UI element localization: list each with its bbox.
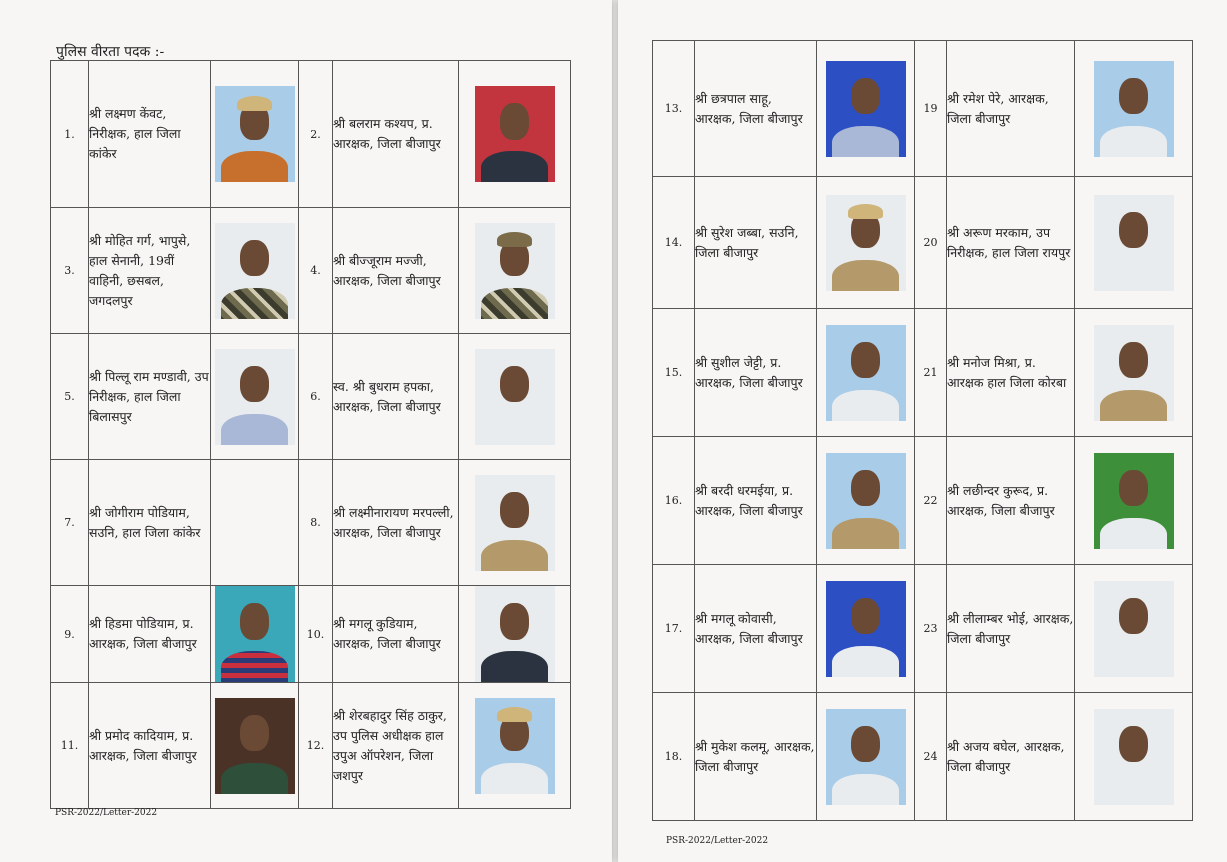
awardee-name: श्री पिल्लू राम मण्डावी, उप निरीक्षक, हाल जिला बिलासपुर xyxy=(89,334,211,460)
photo-uniform xyxy=(481,763,548,794)
awardee-name: श्री मुकेश कलमू, आरक्षक, जिला बीजापुर xyxy=(695,693,817,821)
photo-uniform xyxy=(221,288,288,319)
photo-face xyxy=(1119,212,1148,248)
serial-number: 4. xyxy=(299,208,333,334)
serial-number: 7. xyxy=(51,460,89,586)
serial-number: 13. xyxy=(653,41,695,177)
photo-face xyxy=(1119,470,1148,506)
awardee-photo xyxy=(1094,453,1174,549)
table-row xyxy=(51,586,571,683)
photo-uniform xyxy=(481,414,548,445)
photo-face xyxy=(851,78,880,114)
photo-face xyxy=(240,715,269,751)
photo-uniform xyxy=(832,646,899,677)
photo-face xyxy=(240,366,269,402)
photo-cell xyxy=(211,334,299,460)
table-row xyxy=(653,309,1193,437)
photo-uniform xyxy=(221,414,288,445)
awardee-photo xyxy=(826,581,906,677)
table-row xyxy=(51,460,571,586)
awardee-name: स्व. श्री बुधराम हपका, आरक्षक, जिला बीजापुर xyxy=(333,334,459,460)
awardee-name: श्री बलराम कश्यप, प्र. आरक्षक, जिला बीजापुर xyxy=(333,61,459,208)
photo-cell xyxy=(459,208,571,334)
photo-uniform xyxy=(221,151,288,182)
photo-face xyxy=(851,598,880,634)
left-page xyxy=(0,0,612,862)
table-row xyxy=(653,177,1193,309)
photo-uniform xyxy=(1100,390,1167,421)
serial-number: 23 xyxy=(915,565,947,693)
photo-face xyxy=(500,492,529,528)
serial-number: 17. xyxy=(653,565,695,693)
photo-cell xyxy=(817,309,915,437)
awardee-photo xyxy=(826,325,906,421)
photo-cell xyxy=(459,334,571,460)
photo-cell xyxy=(817,177,915,309)
table-row xyxy=(51,61,571,208)
photo-uniform xyxy=(221,651,288,682)
table-row xyxy=(653,41,1193,177)
awardee-photo xyxy=(1094,195,1174,291)
photo-cell xyxy=(459,460,571,586)
awardee-table-right xyxy=(652,40,1193,821)
awardee-name: श्री प्रमोद कादियाम, प्र. आरक्षक, जिला बीजापुर xyxy=(89,683,211,809)
photo-cell xyxy=(211,61,299,208)
awardee-table-left xyxy=(50,60,571,809)
photo-uniform xyxy=(481,288,548,319)
awardee-photo xyxy=(1094,709,1174,805)
photo-cell xyxy=(817,565,915,693)
awardee-photo xyxy=(1094,61,1174,157)
photo-face xyxy=(240,603,269,639)
awardee-name: श्री बीज्जूराम मज्जी, आरक्षक, जिला बीजापुर xyxy=(333,208,459,334)
photo-uniform xyxy=(481,651,548,682)
serial-number: 1. xyxy=(51,61,89,208)
serial-number: 11. xyxy=(51,683,89,809)
awardee-name: श्री मनोज मिश्रा, प्र. आरक्षक हाल जिला कोरबा xyxy=(947,309,1075,437)
awardee-photo xyxy=(826,453,906,549)
awardee-photo xyxy=(475,698,555,794)
awardee-photo xyxy=(215,86,295,182)
awardee-name: श्री अरूण मरकाम, उप निरीक्षक, हाल जिला रायपुर xyxy=(947,177,1075,309)
serial-number: 22 xyxy=(915,437,947,565)
serial-number: 21 xyxy=(915,309,947,437)
photo-uniform xyxy=(481,540,548,571)
page-footer: PSR-2022/Letter-2022 xyxy=(55,808,158,818)
photo-uniform xyxy=(481,151,548,182)
photo-face xyxy=(240,240,269,276)
photo-cell xyxy=(1075,565,1193,693)
photo-face xyxy=(851,470,880,506)
photo-uniform xyxy=(1100,126,1167,157)
photo-cell xyxy=(817,437,915,565)
awardee-name: श्री जोगीराम पोडियाम, सउनि, हाल जिला कांकेर xyxy=(89,460,211,586)
photo-cap xyxy=(848,204,883,219)
awardee-photo xyxy=(215,349,295,445)
photo-cell xyxy=(1075,309,1193,437)
awardee-name: श्री शेरबहादुर सिंह ठाकुर, उप पुलिस अधीक्षक हाल उपुअ ऑपरेशन, जिला जशपुर xyxy=(333,683,459,809)
awardee-name: श्री मोहित गर्ग, भापुसे, हाल सेनानी, 19वीं वाहिनी, छसबल, जगदलपुर xyxy=(89,208,211,334)
serial-number: 18. xyxy=(653,693,695,821)
table-row xyxy=(51,683,571,809)
photo-face xyxy=(500,366,529,402)
awardee-name: श्री बरदी धरमईया, प्र. आरक्षक, जिला बीजापुर xyxy=(695,437,817,565)
photo-face xyxy=(500,103,529,139)
right-page xyxy=(618,0,1227,862)
awardee-photo xyxy=(475,349,555,445)
awardee-name: श्री अजय बघेल, आरक्षक, जिला बीजापुर xyxy=(947,693,1075,821)
serial-number: 24 xyxy=(915,693,947,821)
photo-cell xyxy=(1075,41,1193,177)
photo-face xyxy=(1119,726,1148,762)
serial-number: 20 xyxy=(915,177,947,309)
photo-cap xyxy=(497,232,532,247)
serial-number: 16. xyxy=(653,437,695,565)
table-row xyxy=(51,208,571,334)
serial-number: 9. xyxy=(51,586,89,683)
photo-cell xyxy=(211,683,299,809)
awardee-name: श्री लक्ष्मण केंवट, निरीक्षक, हाल जिला कांकेर xyxy=(89,61,211,208)
photo-uniform xyxy=(1100,774,1167,805)
photo-uniform xyxy=(1100,646,1167,677)
awardee-photo xyxy=(215,586,295,682)
photo-face xyxy=(1119,342,1148,378)
awardee-photo xyxy=(475,475,555,571)
photo-cell xyxy=(459,683,571,809)
table-row xyxy=(653,565,1193,693)
awardee-photo xyxy=(215,698,295,794)
serial-number: 8. xyxy=(299,460,333,586)
photo-uniform xyxy=(221,763,288,794)
serial-number: 3. xyxy=(51,208,89,334)
serial-number: 5. xyxy=(51,334,89,460)
photo-uniform xyxy=(832,390,899,421)
awardee-photo xyxy=(475,586,555,682)
photo-uniform xyxy=(832,518,899,549)
photo-uniform xyxy=(1100,260,1167,291)
photo-face xyxy=(1119,598,1148,634)
serial-number: 12. xyxy=(299,683,333,809)
awardee-photo xyxy=(826,61,906,157)
photo-cell xyxy=(211,460,299,586)
photo-uniform xyxy=(1100,518,1167,549)
photo-uniform xyxy=(832,260,899,291)
serial-number: 14. xyxy=(653,177,695,309)
awardee-name: श्री मगलू कुडियाम, आरक्षक, जिला बीजापुर xyxy=(333,586,459,683)
awardee-name: श्री सुरेश जब्बा, सउनि, जिला बीजापुर xyxy=(695,177,817,309)
awardee-name: श्री रमेश पेरे, आरक्षक, जिला बीजापुर xyxy=(947,41,1075,177)
awardee-name: श्री मगलू कोवासी, आरक्षक, जिला बीजापुर xyxy=(695,565,817,693)
photo-cap xyxy=(497,707,532,722)
awardee-name: श्री लक्ष्मीनारायण मरपल्ली, आरक्षक, जिला बीजापुर xyxy=(333,460,459,586)
photo-face xyxy=(851,342,880,378)
awardee-name: श्री लीलाम्बर भोई, आरक्षक, जिला बीजापुर xyxy=(947,565,1075,693)
photo-cap xyxy=(237,96,272,111)
photo-cell xyxy=(211,208,299,334)
awardee-photo xyxy=(475,86,555,182)
photo-face xyxy=(1119,78,1148,114)
serial-number: 15. xyxy=(653,309,695,437)
photo-cell xyxy=(459,586,571,683)
serial-number: 6. xyxy=(299,334,333,460)
photo-cell xyxy=(211,586,299,683)
awardee-photo xyxy=(1094,581,1174,677)
awardee-name: श्री लछीन्दर कुरूद, प्र. आरक्षक, जिला बीजापुर xyxy=(947,437,1075,565)
serial-number: 2. xyxy=(299,61,333,208)
photo-cell xyxy=(459,61,571,208)
awardee-photo xyxy=(215,223,295,319)
serial-number: 19 xyxy=(915,41,947,177)
photo-cell xyxy=(1075,437,1193,565)
awardee-photo xyxy=(475,223,555,319)
table-row xyxy=(653,437,1193,565)
photo-face xyxy=(851,726,880,762)
photo-cell xyxy=(1075,177,1193,309)
page-footer: PSR-2022/Letter-2022 xyxy=(666,836,769,846)
table-row xyxy=(51,334,571,460)
awardee-name: श्री हिडमा पोडियाम, प्र. आरक्षक, जिला बीजापुर xyxy=(89,586,211,683)
photo-cell xyxy=(817,41,915,177)
awardee-photo xyxy=(826,195,906,291)
photo-uniform xyxy=(832,774,899,805)
awardee-photo xyxy=(826,709,906,805)
page-heading: पुलिस वीरता पदक :- xyxy=(56,44,165,60)
photo-face xyxy=(500,603,529,639)
photo-cell xyxy=(1075,693,1193,821)
table-row xyxy=(653,693,1193,821)
photo-cell xyxy=(817,693,915,821)
awardee-name: श्री छत्रपाल साहू, आरक्षक, जिला बीजापुर xyxy=(695,41,817,177)
awardee-photo xyxy=(1094,325,1174,421)
awardee-name: श्री सुशील जेट्टी, प्र. आरक्षक, जिला बीजापुर xyxy=(695,309,817,437)
photo-uniform xyxy=(832,126,899,157)
serial-number: 10. xyxy=(299,586,333,683)
